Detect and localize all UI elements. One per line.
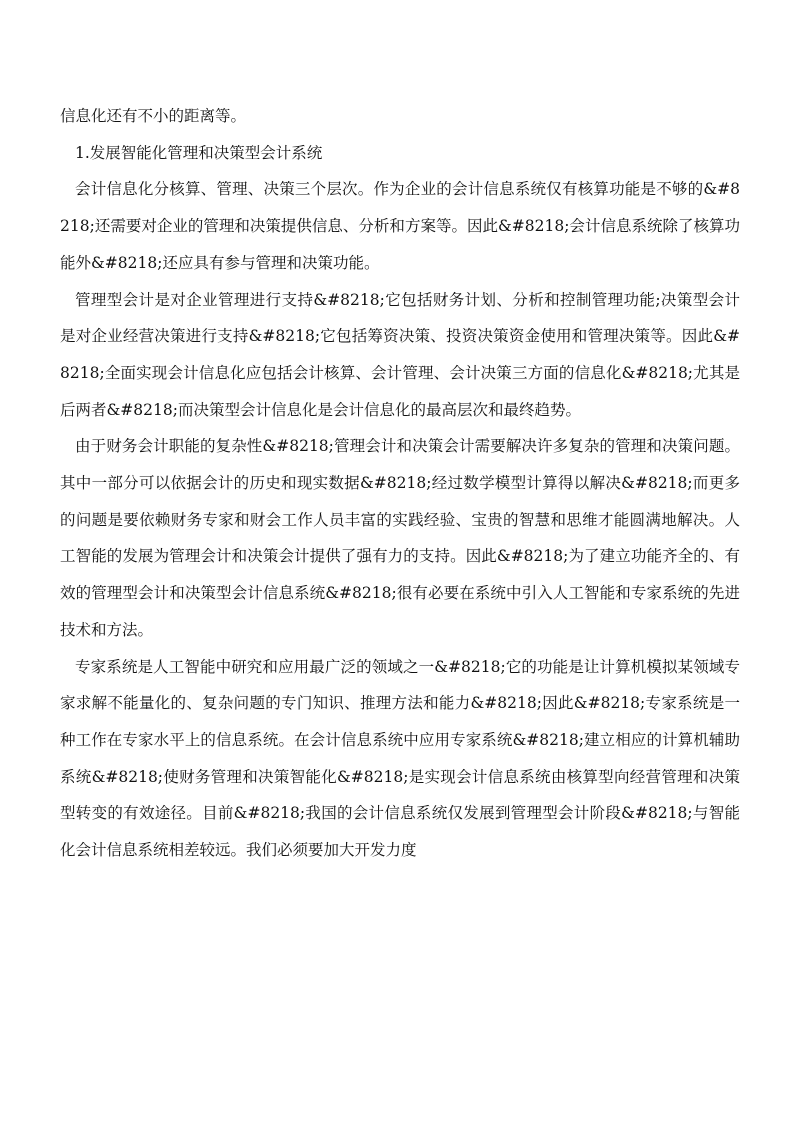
paragraph-accounting-levels: 会计信息化分核算、管理、决策三个层次。作为企业的会计信息系统仅有核算功能是不够的&#8218;还需要对企业的管理和决策提供信息、分析和方案等。因此&#8218;会计信息系统除了核算功能外&#8218;还应具有参与管理和决策功能。 bbox=[60, 180, 740, 272]
paragraph-continuation: 信息化还有不小的距离等。 bbox=[60, 107, 247, 125]
paragraph-management-decision: 管理型会计是对企业管理进行支持&#8218;它包括财务计划、分析和控制管理功能;决策型会计是对企业经营决策进行支持&#8218;它包括筹资决策、投资决策资金使用和管理决策等。因此&#8218;全面实现会计信息化应包括会计核算、会计管理、会计决策三方面的信息化&#8218;尤其是后两者&#8218;而决策型会计信息化是会计信息化的最高层次和最终趋势。 bbox=[60, 290, 740, 419]
paragraph-expert-system: 专家系统是人工智能中研究和应用最广泛的领域之一&#8218;它的功能是让计算机模拟某领域专家求解不能量化的、复杂问题的专门知识、推理方法和能力&#8218;因此&#8218;专家系统是一种工作在专家水平上的信息系统。在会计信息系统中应用专家系统&#8218;建立相应的计算机辅助系统&#8218;使财务管理和决策智能化&#8218;是实现会计信息系统由核算型向经营管理和决策型转变的有效途径。目前&#8218;我国的会计信息系统仅发展到管理型会计阶段&#8218;与智能化会计信息系统相差较远。我们必须要加大开发力度 bbox=[60, 657, 740, 860]
paragraph-ai-support: 由于财务会计职能的复杂性&#8218;管理会计和决策会计需要解决许多复杂的管理和决策问题。其中一部分可以依据会计的历史和现实数据&#8218;经过数学模型计算得以解决&#8218;而更多的问题是要依赖财务专家和财会工作人员丰富的实践经验、宝贵的智慧和思维才能圆满地解决。人工智能的发展为管理会计和决策会计提供了强有力的支持。因此&#8218;为了建立功能齐全的、有效的管理型会计和决策型会计信息系统&#8218;很有必要在系统中引入人工智能和专家系统的先进技术和方法。 bbox=[60, 437, 740, 639]
section-heading: 1.发展智能化管理和决策型会计系统 bbox=[75, 143, 323, 162]
document-page bbox=[60, 98, 740, 869]
